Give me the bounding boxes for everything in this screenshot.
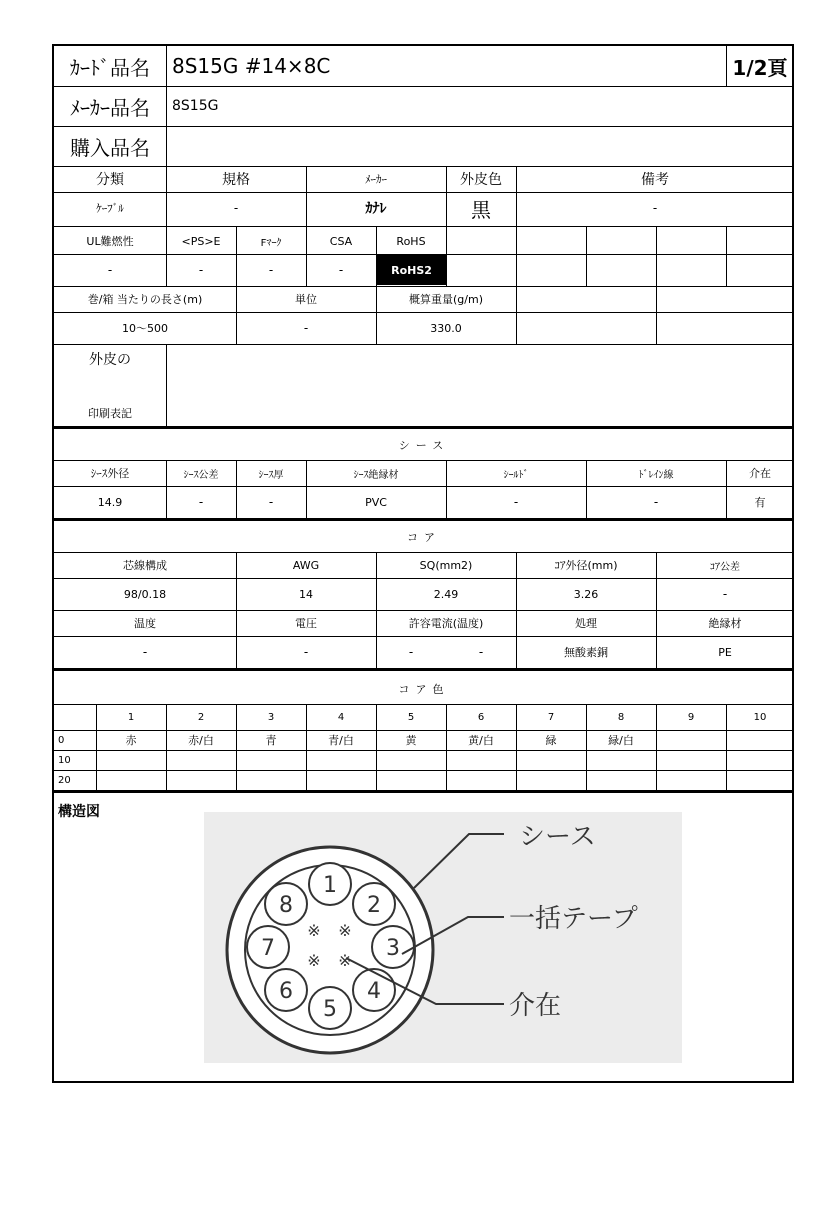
temperature-header: 温度 [134, 617, 156, 630]
color-cell: 緑/白 [608, 734, 634, 747]
ul-header: UL難燃性 [86, 235, 134, 248]
maker-header: ﾒｰｶｰ [365, 173, 387, 186]
rohs-badge: RoHS2 [377, 255, 446, 285]
maker-value: ｶﾅﾚ [365, 201, 387, 217]
class-value: ｹｰﾌﾞﾙ [96, 202, 124, 215]
csa-value: - [338, 263, 344, 277]
tape-label: 一括テープ [509, 904, 638, 934]
voltage-header: 電圧 [295, 617, 317, 630]
filler-mark: ※ [307, 951, 321, 970]
color-col-6: 6 [477, 711, 485, 723]
filler-label: 介在 [509, 991, 562, 1021]
shield-header: ｼｰﾙﾄﾞ [503, 469, 529, 481]
card-name-label: ｶｰﾄﾞ品名 [70, 55, 150, 80]
color-row-10: 10 [58, 754, 71, 766]
print-value [166, 344, 794, 426]
sheath-od-header: ｼｰｽ外径 [90, 467, 130, 480]
remarks-header: 備考 [641, 172, 669, 188]
current-value: - [408, 645, 414, 659]
core-number: 1 [323, 873, 337, 898]
weight-value: 330.0 [430, 321, 462, 335]
core-number: 2 [367, 893, 381, 918]
standard-value: - [233, 201, 239, 215]
core-od-header: ｺｱ外径(mm) [554, 559, 618, 572]
color-col-5: 5 [407, 711, 415, 723]
core-number: 3 [386, 936, 400, 961]
color-cell: 黄 [405, 734, 417, 747]
structure-diagram [204, 812, 682, 1063]
structure-title: 構造図 [58, 804, 100, 820]
sheath-thickness-header: ｼｰｽ厚 [258, 469, 284, 481]
sq-value: 2.49 [433, 587, 459, 601]
core-tolerance-value: - [722, 587, 728, 601]
rohs-header: RoHS [396, 234, 426, 248]
spec-sheet [52, 44, 794, 1083]
temperature-value: - [142, 645, 148, 659]
filler-mark: ※ [338, 921, 352, 940]
f-mark-header: Fﾏｰｸ [260, 237, 282, 249]
color-col-3: 3 [267, 711, 275, 723]
length-header: 巻/箱 当たりの長さ(m) [87, 293, 203, 306]
voltage-value: - [303, 645, 309, 659]
print-label-bottom: 印刷表記 [88, 407, 132, 420]
color-col-8: 8 [617, 711, 625, 723]
color-row-0: 0 [58, 734, 65, 746]
maker-name-label: ﾒｰｶｰ品名 [70, 95, 150, 120]
color-col-9: 9 [687, 711, 695, 723]
class-header: 分類 [96, 172, 124, 188]
current-temp-value: - [478, 645, 484, 659]
filler-mark: ※ [307, 921, 321, 940]
f-mark-value: - [268, 263, 274, 277]
sheath-leader [414, 834, 504, 888]
treatment-header: 処理 [575, 617, 597, 630]
color-cell [726, 730, 794, 750]
insulation-header: 絶縁材 [708, 617, 742, 630]
filler-header: 介在 [749, 467, 771, 480]
pse-value: - [198, 263, 204, 277]
awg-header: AWG [292, 558, 320, 572]
core-number: 6 [279, 979, 293, 1004]
sheath-thickness-value: - [268, 495, 274, 509]
pse-header: <PS>E [181, 234, 221, 248]
core-tolerance-header: ｺｱ公差 [710, 561, 740, 573]
sheath-od-value: 14.9 [97, 495, 123, 509]
sheath-tolerance-value: - [198, 495, 204, 509]
filler-value: 有 [754, 496, 766, 509]
color-col-1: 1 [127, 711, 135, 723]
page-number: 1/2頁 [732, 55, 788, 80]
sheath-label: シース [519, 822, 596, 852]
drain-wire-header: ﾄﾞﾚｲﾝ線 [638, 469, 674, 481]
treatment-value: 無酸素銅 [564, 646, 608, 659]
sheath-insulation-header: ｼｰｽ絶縁材 [353, 469, 399, 481]
color-cell: 青/白 [328, 734, 354, 747]
color-col-2: 2 [197, 711, 205, 723]
conductor-value: 98/0.18 [123, 587, 167, 601]
sheath-color-value: 黒 [471, 197, 491, 222]
core-number: 8 [279, 893, 293, 918]
color-cell: 赤/白 [188, 734, 214, 747]
color-cell: 黄/白 [468, 734, 494, 747]
ul-value: - [107, 263, 113, 277]
insulation-value: PE [718, 645, 732, 659]
filler-mark: ※ [338, 951, 352, 970]
color-cell: 緑 [545, 734, 557, 747]
weight-header: 概算重量(g/m) [409, 293, 483, 306]
awg-value: 14 [299, 587, 313, 601]
sheath-tolerance-header: ｼｰｽ公差 [183, 469, 219, 481]
core-number: 4 [367, 979, 381, 1004]
color-cell: 青 [265, 734, 277, 747]
print-label-top: 外皮の [89, 352, 131, 368]
purchase-name-label: 購入品名 [70, 135, 150, 160]
unit-header: 単位 [295, 293, 317, 306]
drain-wire-value: - [653, 495, 659, 509]
core-od-value: 3.26 [573, 587, 599, 601]
core-title: コア [407, 531, 441, 544]
core-number: 5 [323, 997, 337, 1022]
sheath-title: シース [398, 439, 450, 452]
sheath-insulation-value: PVC [365, 495, 387, 509]
core-color-title: コア色 [398, 683, 450, 696]
maker-name-value: 8S15G [172, 98, 219, 114]
color-cell [656, 730, 726, 750]
color-cell: 赤 [125, 734, 137, 747]
shield-value: - [513, 495, 519, 509]
color-col-10: 10 [753, 711, 767, 723]
core-number: 7 [261, 936, 275, 961]
color-col-4: 4 [337, 711, 345, 723]
conductor-header: 芯線構成 [123, 559, 167, 572]
sheath-color-header: 外皮色 [460, 172, 502, 188]
length-value: 10～500 [122, 322, 168, 335]
sq-header: SQ(mm2) [419, 558, 473, 572]
purchase-name-value [166, 126, 786, 166]
color-col-7: 7 [547, 711, 555, 723]
standard-header: 規格 [222, 172, 250, 188]
remarks-value: - [652, 201, 658, 215]
color-row-20: 20 [58, 774, 71, 786]
unit-value: - [303, 321, 309, 335]
current-header: 許容電流(温度) [408, 617, 484, 630]
card-name-value: 8S15G #14×8C [172, 54, 331, 78]
csa-header: CSA [329, 234, 353, 248]
